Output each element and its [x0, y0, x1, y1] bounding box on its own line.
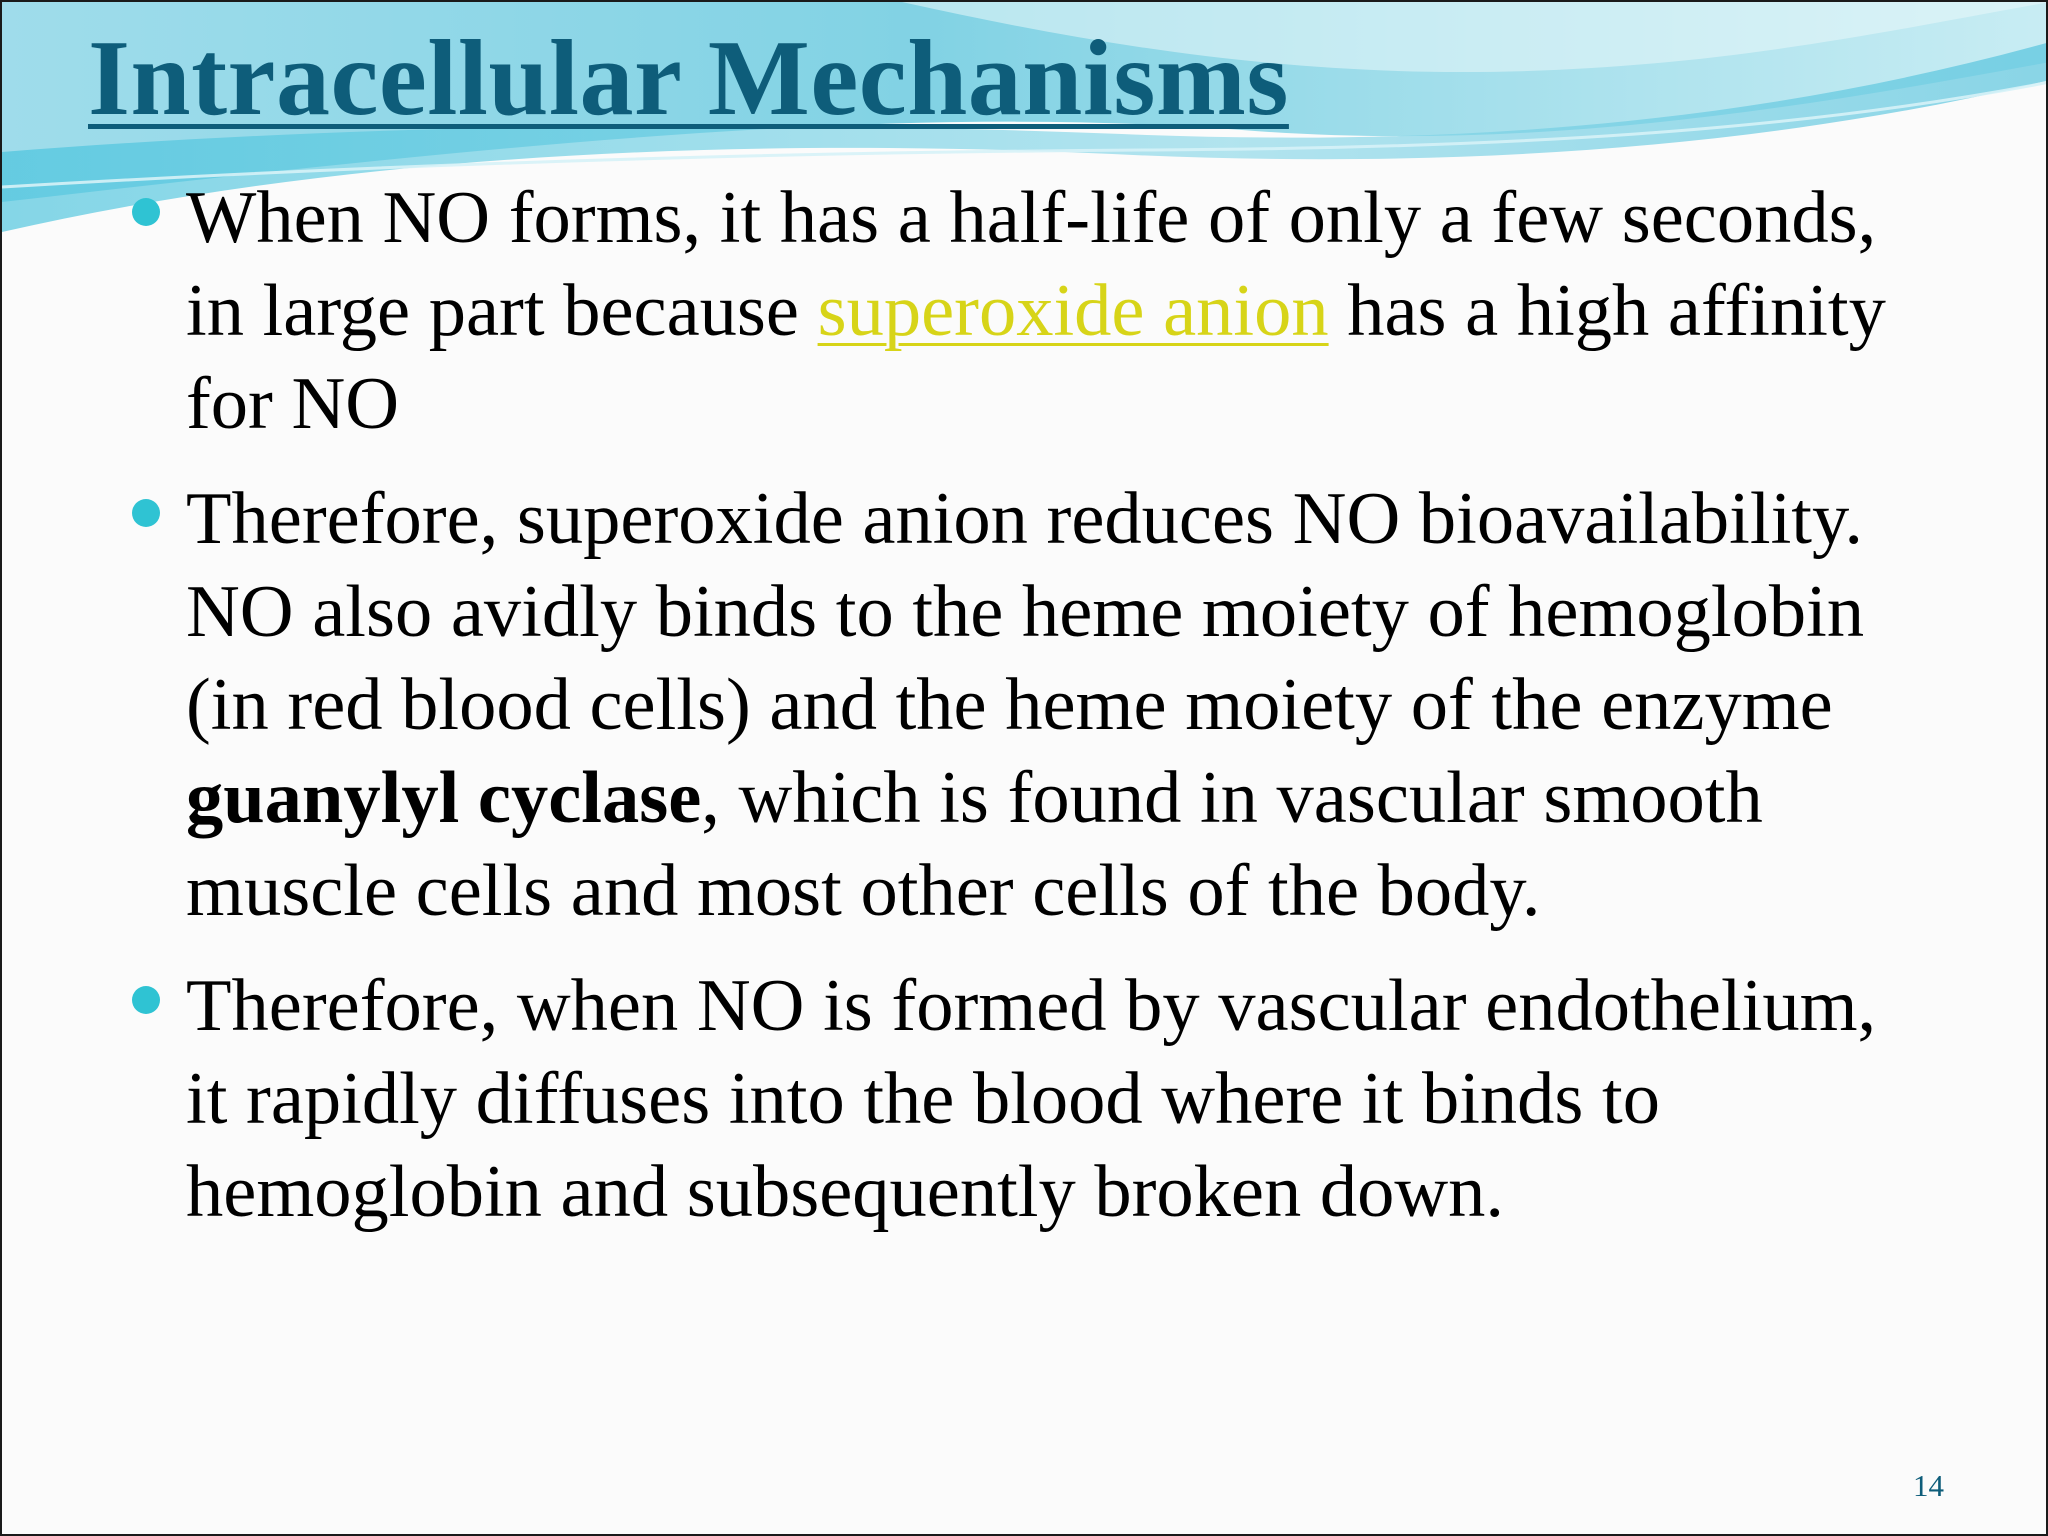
bullet-text: Therefore, when NO is formed by vascular endothelium, it rapidly diffuses into the blood where it binds to hemoglobin and subsequently broken down.: [186, 965, 1877, 1233]
bullet-dot-icon: [132, 986, 160, 1014]
bullet-dot-icon: [132, 499, 160, 527]
bullet-text-segment: has a high affinity for NO: [186, 270, 1886, 445]
bullet-text: [186, 473, 1932, 938]
bullet-text-segment: When NO forms, it has a half-life of only a few seconds, in large part because: [186, 177, 1877, 352]
bullet-list: [132, 172, 1932, 1261]
bullet-text-segment: , which is found in vascular smooth muscle cells and most other cells of the body.: [186, 757, 1763, 932]
bullet-text-segment: Therefore, superoxide anion reduces NO bioavailability. NO also avidly binds to the heme moiety of hemoglobin (in red blood cells) and the heme moiety of the enzyme: [186, 478, 1865, 746]
superoxide-anion-link[interactable]: superoxide anion: [817, 270, 1329, 352]
bold-term: guanylyl cyclase: [186, 757, 702, 839]
bullet-item: [132, 960, 1932, 1239]
bullet-dot-icon: [132, 198, 160, 226]
page-number: 14: [1913, 1468, 1944, 1503]
bullet-text: [186, 172, 1932, 451]
slide-title: Intracellular Mechanisms: [88, 19, 1289, 138]
bullet-item: [132, 473, 1932, 938]
bullet-item: [132, 172, 1932, 451]
